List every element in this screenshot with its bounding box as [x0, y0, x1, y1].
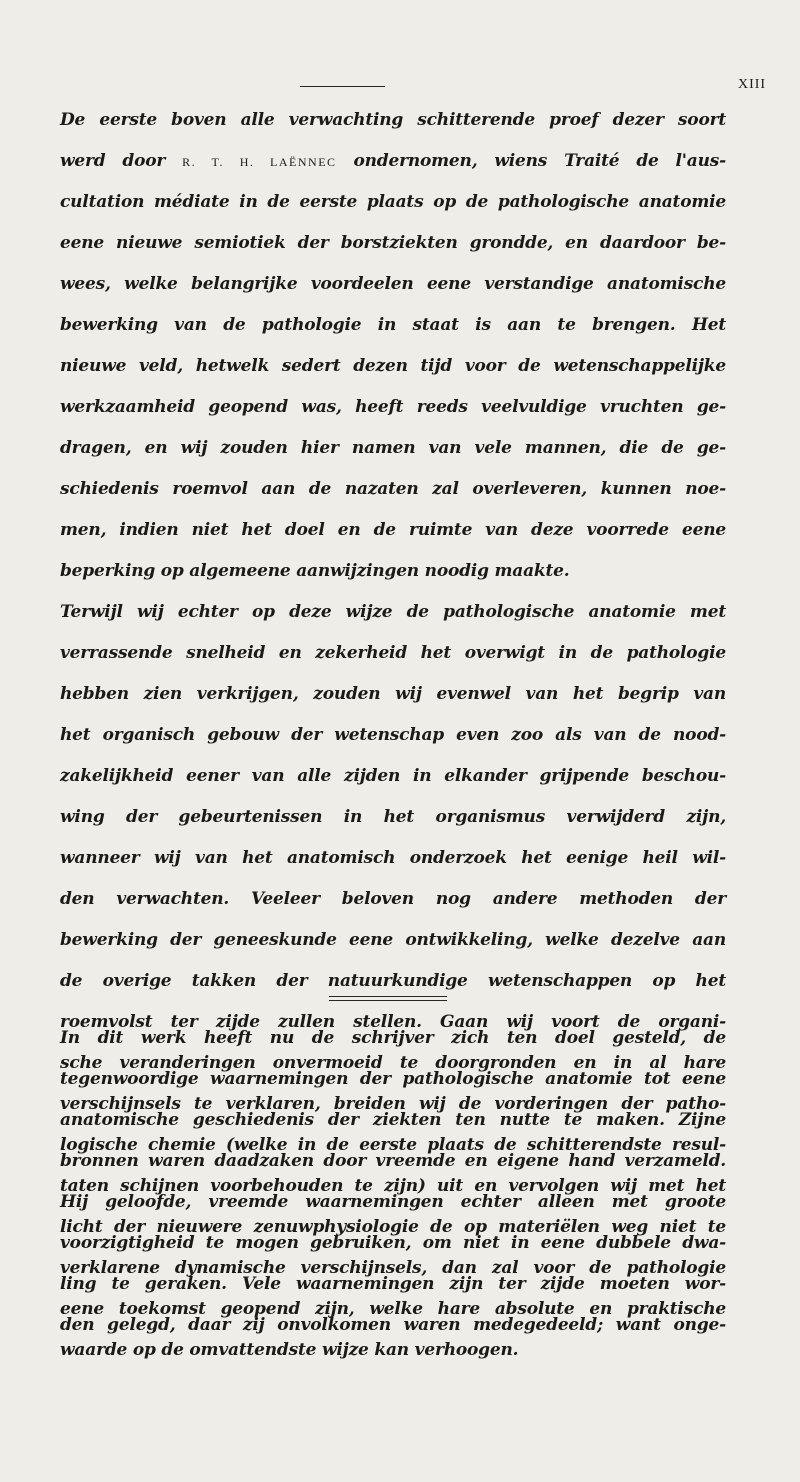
- text-line: In dit werk heeft nu de schrijver zich ten doel gesteld, de: [60, 1028, 726, 1048]
- author-name: R. T. H. LAËNNEC: [182, 155, 337, 169]
- text-line: het organisch gebouw der wetenschap even zoo als van de nood-: [60, 725, 726, 745]
- text-line: verschijnsels te verklaren, breiden wij de vorderingen der patho-: [60, 1094, 726, 1114]
- text-line: anatomische geschiedenis der ziekten ten nutte te maken. Zijne: [60, 1110, 726, 1130]
- text-line: beperking op algemeene aanwijzingen noodig maakte.: [60, 561, 570, 581]
- text-line: den gelegd, daar zij onvolkomen waren medegedeeld; want onge-: [60, 1315, 726, 1335]
- text-line: bewerking der geneeskunde eene ontwikkeling, welke dezelve aan: [60, 930, 726, 950]
- text-line: De eerste boven alle verwachting schitterende proef dezer soort: [60, 110, 726, 130]
- text-line: den verwachten. Veeleer beloven nog andere methoden der: [60, 889, 726, 909]
- text-line: verrassende snelheid en zekerheid het overwigt in de pathologie: [60, 643, 726, 663]
- text-line: logische chemie (welke in de eerste plaats de schitterendste resul-: [60, 1135, 726, 1155]
- text-line: licht der nieuwere zenuwphysiologie de op materiëlen weg niet te: [60, 1217, 726, 1237]
- text-line: zakelijkheid eener van alle zijden in elkander grijpende beschou-: [60, 766, 726, 786]
- text-line: waarde op de omvattendste wijze kan verhoogen.: [60, 1340, 519, 1360]
- section-divider: [329, 996, 447, 1001]
- header-rule: [300, 86, 385, 87]
- text-line: roemvolst ter zijde zullen stellen. Gaan wij voort de organi-: [60, 1012, 726, 1032]
- text-line: eene nieuwe semiotiek der borstziekten grondde, en daardoor be-: [60, 233, 726, 253]
- text-line: voorzigtigheid te mogen gebruiken, om niet in eene dubbele dwa-: [60, 1233, 726, 1253]
- text-line: wing der gebeurtenissen in het organismus verwijderd zijn,: [60, 807, 726, 827]
- text-line: dragen, en wij zouden hier namen van vele mannen, die de ge-: [60, 438, 726, 458]
- lower-text-block: [60, 1018, 726, 1346]
- text-line: werd door R. T. H. LAËNNEC ondernomen, wiens Traité de l'aus-: [60, 151, 727, 171]
- text-line: Terwijl wij echter op deze wijze de pathologische anatomie met: [60, 602, 726, 622]
- text-line: hebben zien verkrijgen, zouden wij evenwel van het begrip van: [60, 684, 726, 704]
- text-line: verklarene dynamische verschijnsels, dan zal voor de pathologie: [60, 1258, 726, 1278]
- text-line: tegenwoordige waarnemingen der pathologische anatomie tot eene: [60, 1069, 726, 1089]
- text-line: bewerking van de pathologie in staat is aan te brengen. Het: [60, 315, 726, 335]
- text-line: de overige takken der natuurkundige wetenschappen op het: [60, 971, 726, 991]
- text-line: schiedenis roemvol aan de nazaten zal overleveren, kunnen noe-: [60, 479, 726, 499]
- text-line: werkzaamheid geopend was, heeft reeds veelvuldige vruchten ge-: [60, 397, 726, 417]
- text-line: nieuwe veld, hetwelk sedert dezen tijd voor de wetenschappelijke: [60, 356, 726, 376]
- text-line: men, indien niet het doel en de ruimte van deze voorrede eene: [60, 520, 726, 540]
- page-number: XIII: [738, 77, 767, 92]
- text-line: wees, welke belangrijke voordeelen eene verstandige anatomische: [60, 274, 726, 294]
- text-line: ling te geraken. Vele waarnemingen zijn ter zijde moeten wor-: [60, 1274, 726, 1294]
- text-line: sche veranderingen onvermoeid te doorgronden en in al hare: [60, 1053, 726, 1073]
- text-line: bronnen waren daadzaken door vreemde en eigene hand verzameld.: [60, 1151, 726, 1171]
- text-line: Hij geloofde, vreemde waarnemingen echter alleen met groote: [60, 1192, 726, 1212]
- text-line: eene toekomst geopend zijn, welke hare absolute en praktische: [60, 1299, 726, 1319]
- text-line: wanneer wij van het anatomisch onderzoek het eenige heil wil-: [60, 848, 726, 868]
- text-line: cultation médiate in de eerste plaats op de pathologische anatomie: [60, 192, 726, 212]
- text-line: taten schijnen voorbehouden te zijn) uit en vervolgen wij met het: [60, 1176, 726, 1196]
